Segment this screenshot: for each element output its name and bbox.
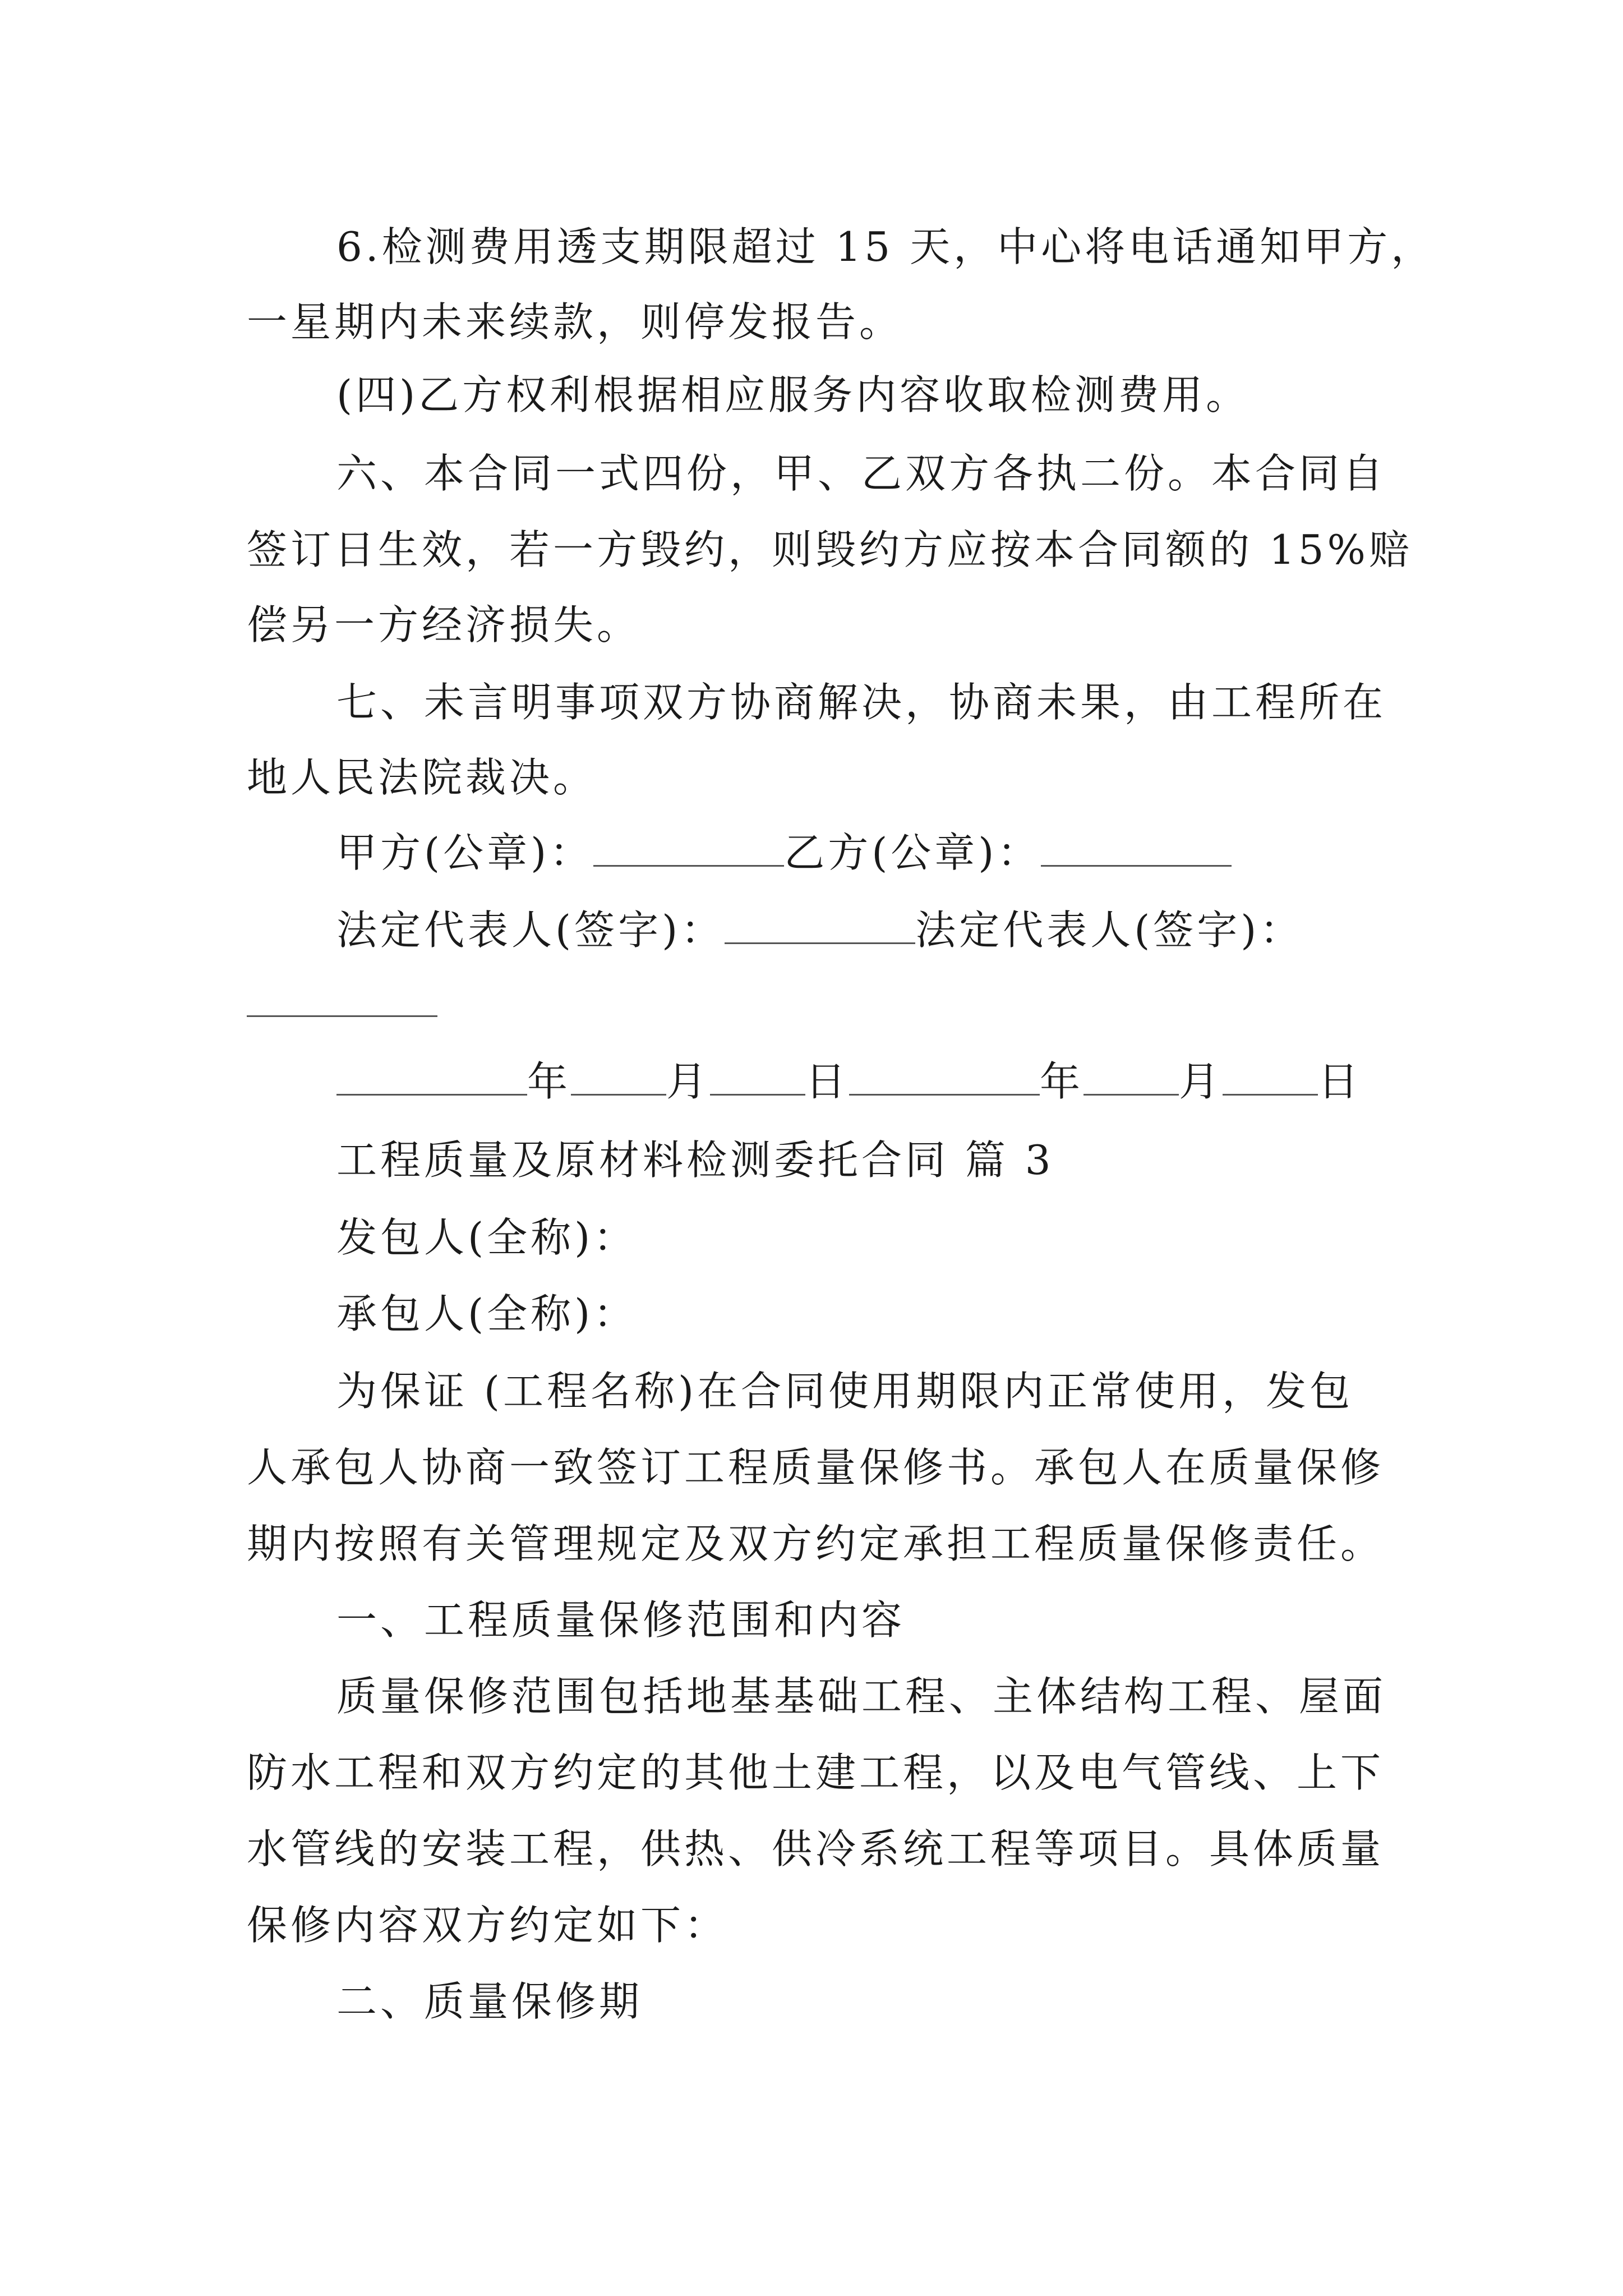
issuer-label: 发包人(全称)： (336, 1214, 638, 1261)
party-a-seal-blank[interactable] (593, 826, 784, 867)
scope-line-3: 水管线的安装工程，供热、供冷系统工程等项目。具体质量 (247, 1825, 1385, 1872)
date-a-day-label: 日 (805, 1058, 850, 1105)
article-6-line-3: 偿另一方经济损失。 (247, 601, 641, 648)
date-b-day-blank[interactable] (1223, 1055, 1318, 1096)
heading-2: 二、质量保修期 (336, 1978, 643, 2025)
scope-line-2: 防水工程和双方约定的其他土建工程，以及电气管线、上下 (247, 1749, 1385, 1796)
legal-rep-a-blank[interactable] (725, 903, 915, 944)
intro-line-2: 人承包人协商一致签订工程质量保修书。承包人在质量保修 (247, 1444, 1385, 1491)
article-6-line-1: 六、本合同一式四份，甲、乙双方各执二份。本合同自 (336, 450, 1387, 497)
clause-4: (四)乙方权利根据相应服务内容收取检测费用。 (336, 371, 1250, 418)
article-7-line-1: 七、未言明事项双方协商解决，协商未果，由工程所在 (336, 679, 1387, 726)
intro-line-1: 为保证 (工程名称)在合同使用期限内正常使用，发包 (336, 1368, 1354, 1415)
article-7-line-2: 地人民法院裁决。 (247, 754, 597, 801)
date-a-day-blank[interactable] (710, 1055, 805, 1096)
date-line (336, 1055, 1362, 1108)
section-3-title: 工程质量及原材料检测委托合同 篇 3 (336, 1137, 1054, 1184)
clause-6-line-1: 6.检测费用透支期限超过 15 天，中心将电话通知甲方， (336, 223, 1435, 270)
date-b-month-blank[interactable] (1083, 1055, 1179, 1096)
clause-6-line-2: 一星期内未来续款，则停发报告。 (247, 298, 903, 346)
legal-rep-a-label: 法定代表人(签字)： (336, 907, 725, 954)
date-a-year-label: 年 (527, 1058, 571, 1105)
scope-line-1: 质量保修范围包括地基基础工程、主体结构工程、屋面 (336, 1673, 1387, 1720)
party-b-seal-blank[interactable] (1041, 826, 1232, 867)
legal-rep-b-line (247, 976, 437, 1030)
party-b-seal-label: 乙方(公章)： (784, 829, 1041, 876)
legal-rep-b-label: 法定代表人(签字)： (915, 907, 1304, 954)
date-b-year-label: 年 (1040, 1058, 1084, 1105)
date-b-day-label: 日 (1318, 1058, 1362, 1105)
party-a-seal-label: 甲方(公章)： (336, 829, 594, 876)
date-b-month-label: 月 (1179, 1058, 1223, 1105)
date-a-month-blank[interactable] (571, 1055, 666, 1096)
article-6-line-2: 签订日生效，若一方毁约，则毁约方应按本合同额的 15%赔 (247, 526, 1413, 573)
heading-1: 一、工程质量保修范围和内容 (336, 1596, 906, 1644)
legal-rep-b-blank[interactable] (247, 976, 437, 1017)
seal-line (336, 826, 1232, 880)
date-a-year-blank[interactable] (336, 1055, 527, 1096)
date-b-year-blank[interactable] (849, 1055, 1040, 1096)
contractor-label: 承包人(全称)： (336, 1290, 638, 1337)
date-a-month-label: 月 (666, 1058, 711, 1105)
scope-line-4: 保修内容双方约定如下： (247, 1902, 728, 1949)
intro-line-3: 期内按照有关管理规定及双方约定承担工程质量保修责任。 (247, 1520, 1385, 1567)
legal-rep-line (336, 903, 1303, 957)
